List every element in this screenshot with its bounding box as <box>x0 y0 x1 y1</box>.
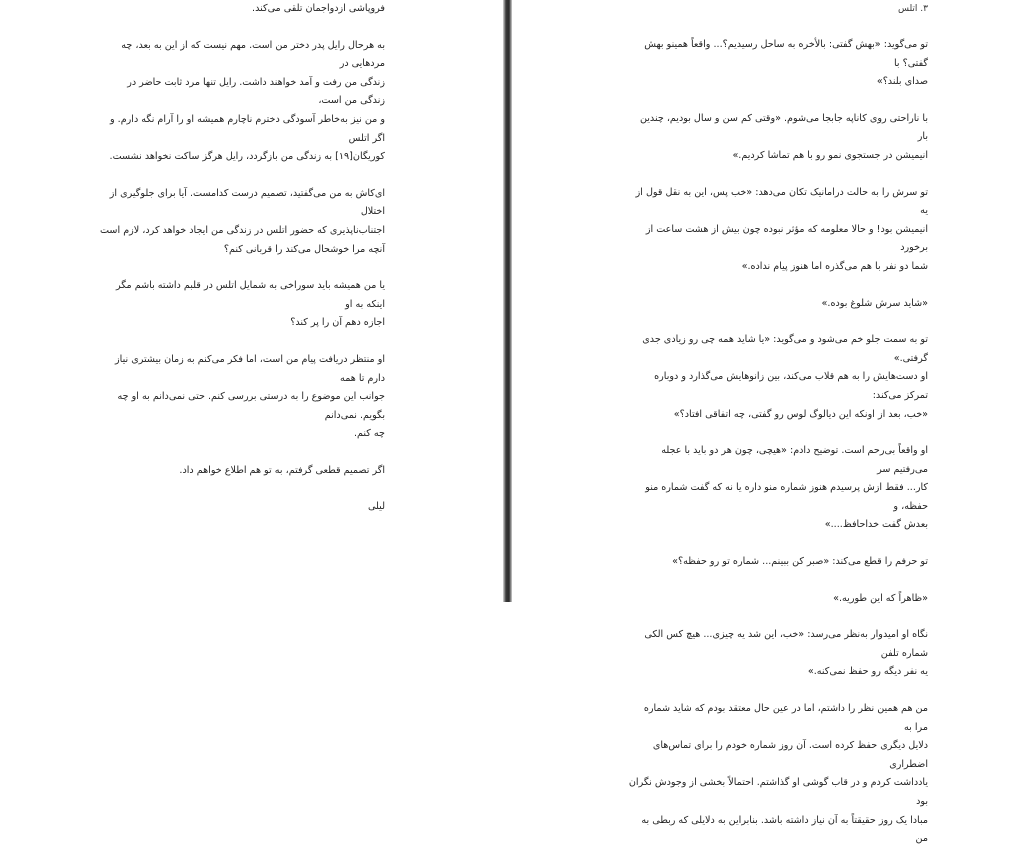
page-gutter-divider <box>503 0 512 602</box>
left-page-text <box>100 0 385 517</box>
right-paragraph-6: او واقعاً بی‌رحم است. توضیح دادم: «هیچی، چون هر دو باید با عجله می‌رفتیم سر کار... فقط ازش پرسیدم هنوز شماره منو داره یا نه که گفت شماره منو حفظه، و بعدش گفت خداحافظ....» <box>645 445 928 531</box>
right-paragraph-4: «شاید سرش شلوغ بوده.» <box>821 297 928 309</box>
left-page <box>0 0 503 602</box>
left-paragraph-5: او منتظر دریافت پیام من است، اما فکر می‌کنم به زمان بیشتری نیاز دارم تا همه جوانب این موضوع را به درستی بررسی کنم. حتی نمی‌دانم به او چه بگویم. نمی‌دانم چه کنم. <box>115 353 385 440</box>
right-page-text <box>628 0 928 849</box>
right-paragraph-7: تو حرفم را قطع می‌کند: «صبر کن ببینم... شماره تو رو حفظه؟» <box>672 556 928 568</box>
right-paragraph-5: تو به سمت جلو خم می‌شود و می‌گوید: «یا شاید همه چی رو زیادی جدی گرفتی.» او دست‌هایش را به هم قلاب می‌کند، بین زانوهایش می‌گذارد و دوباره تمرکز می‌کند: «خب، بعد از اونکه این دیالوگ لوس رو گفتی، چه اتفاقی افتاد؟» <box>642 334 928 420</box>
left-paragraph-4: یا من همیشه باید سوراخی به شمایل اتلس در قلبم داشته باشم مگر اینکه به او اجازه دهم آن را پر کند؟ <box>115 280 385 329</box>
right-page <box>512 0 1015 845</box>
right-paragraph-3: تو سرش را به حالت درامانیک تکان می‌دهد: «خب پس، این به نقل قول از یه انیمیشن بود! و حالا معلومه که مؤثر نبوده چون بیش از هشت ساعت از برخورد شما دو نفر با هم می‌گذره اما هنوز پیام نداده.» <box>635 186 928 272</box>
right-paragraph-10: من هم همین نظر را داشتم، اما در عین حال معتقد بودم که شاید شماره مرا به دلایل دیگری حفظ کرده است. آن روز شماره خودم را برای تماس‌های اضطراری یادداشت کردم و در قاب گوشی او گذاشتم. احتمالاً بخشی از وجودش نگران بود مبادا یک روز حقیقتاً به آن نیاز داشته باشد. بنابراین به دلایلی که ربطی به من <box>628 703 928 845</box>
left-paragraph-6: اگر تصمیم قطعی گرفتم، به تو هم اطلاع خواهم داد. <box>179 464 385 476</box>
chapter-running-head: ۳. اتلس <box>897 4 928 14</box>
right-paragraph-2: با ناراحتی روی کاناپه جابجا می‌شوم. «وقتی کم سن و سال بودیم، چندین بار انیمیشن در جستجوی نمو رو با هم تماشا کردیم.» <box>639 112 928 161</box>
right-paragraph-9: نگاه او امیدوار به‌نظر می‌رسد: «خب، این شد یه چیزی... هیچ کس الکی شماره تلفن یه نفر دیگه رو حفظ نمی‌کنه.» <box>644 629 928 678</box>
left-paragraph-3: ای‌کاش به من می‌گفتید، تصمیم درست کدامست. آیا برای جلوگیری از اختلال اجتناب‌ناپذیری که حضور اتلس در زندگی من ایجاد خواهد کرد، لازم است آنچه مرا خوشحال می‌کند را قربانی کنم؟ <box>100 187 385 255</box>
left-paragraph-2: به هرحال رایل پدر دختر من است. مهم نیست که از این به بعد، چه مردهایی در زندگی من رفت و آمد خواهند داشت. رایل تنها مرد ثابت حاضر در زندگی من است، و من نیز به‌خاطر آسودگی دخترم ناچارم همیشه او را آرام نگه دارم. و اگر اتلس کوریگان[۱۹] به زندگی من بازگردد، رایل هرگز ساکت نخواهد نشست. <box>109 39 385 163</box>
right-paragraph-1: تو می‌گوید: «بهش گفتی: بالأخره به ساحل رسیدیم؟... واقعاً همینو بهش گفتی؟ با صدای بلند؟» <box>644 39 928 88</box>
right-paragraph-8: «ظاهراً که این طوریه.» <box>833 592 928 604</box>
left-paragraph-1: فروپاشی ازدواجمان تلقی می‌کند. <box>252 3 385 14</box>
signature-name: لیلی <box>368 501 385 513</box>
